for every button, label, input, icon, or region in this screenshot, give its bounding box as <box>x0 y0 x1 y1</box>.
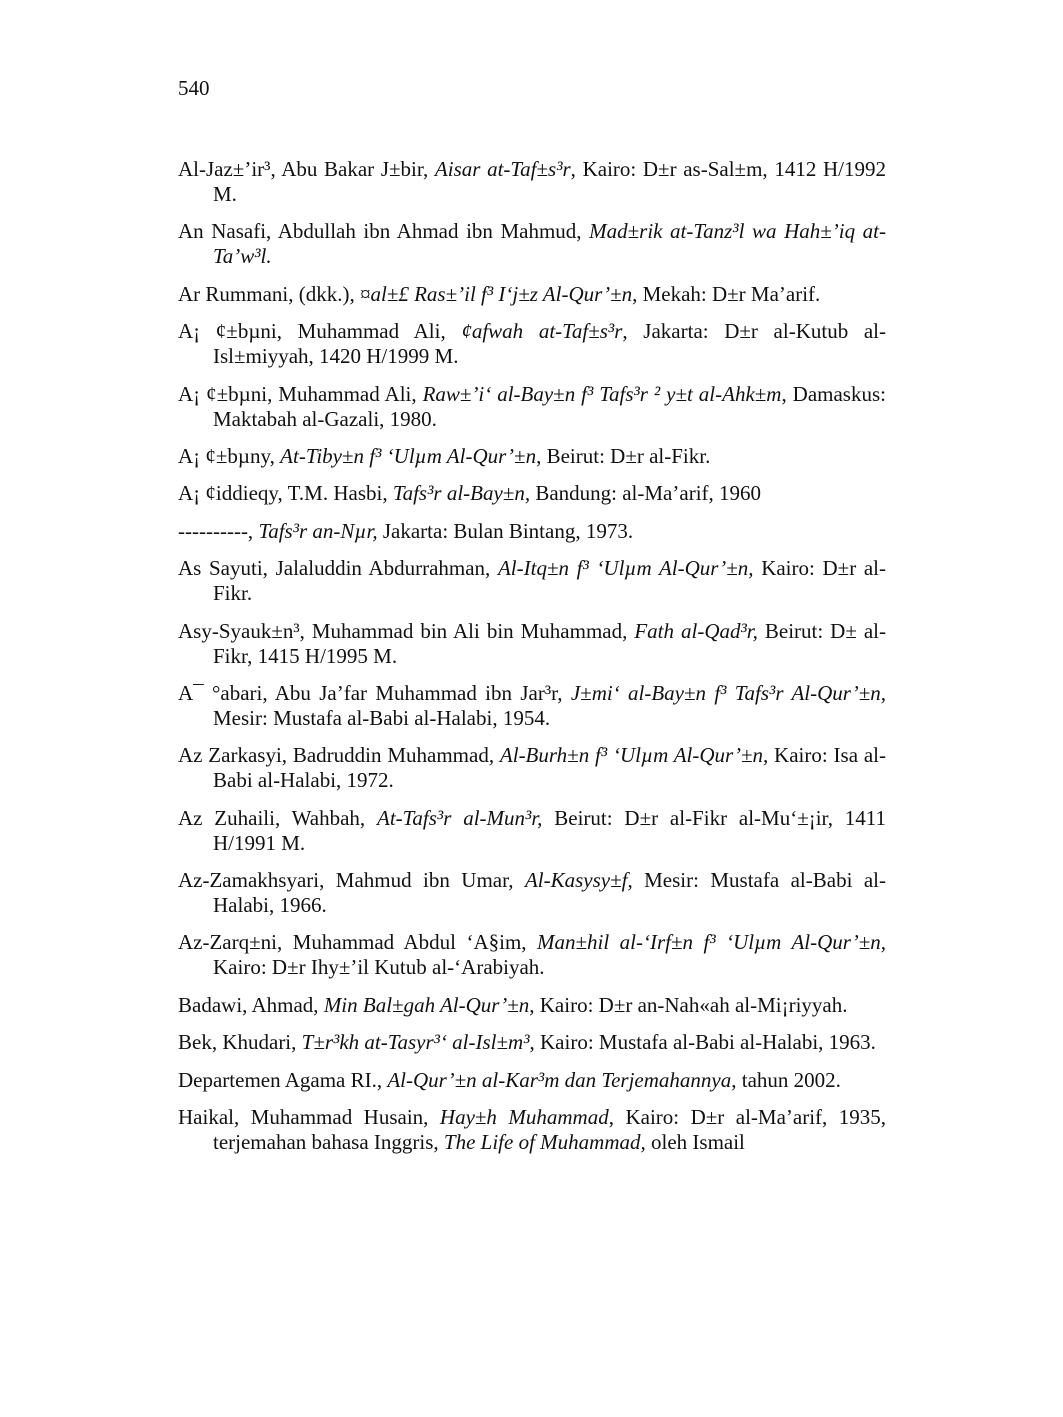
bibliography-entry: Asy-Syauk±n³, Muhammad bin Ali bin Muhammad, Fath al-Qad³r, Beirut: D± al-Fikr, 1415 H/1995 M. <box>178 618 886 668</box>
bibliography-entry: Al-Jaz±’ir³, Abu Bakar J±bir, Aisar at-Taf±s³r, Kairo: D±r as-Sal±m, 1412 H/1992 M. <box>178 157 886 206</box>
bibliography-entry: Badawi, Ahmad, Min Bal±gah Al-Qur’±n, Kairo: D±r an-Nah«ah al-Mi¡riyyah. <box>178 992 848 1017</box>
bibliography-entry: Haikal, Muhammad Husain, Hay±h Muhammad, Kairo: D±r al-Ma’arif, 1935, terjemahan bahasa Inggris, The Life of Muhammad, oleh Ismail <box>178 1105 887 1155</box>
bibliography-entry: An Nasafi, Abdullah ibn Ahmad ibn Mahmud, Mad±rik at-Tanz³l wa Hah±’iq at-Ta’w³l. <box>178 219 886 269</box>
bibliography-entry: Departemen Agama RI., Al-Qur’±n al-Kar³m dan Terjemahannya, tahun 2002. <box>178 1067 841 1092</box>
bibliography-entry: ----------, Tafs³r an-Nµr, Jakarta: Bulan Bintang, 1973. <box>178 518 634 543</box>
bibliography-entry: A¯ °abari, Abu Ja’far Muhammad ibn Jar³r, J±mi‘ al-Bay±n f³ Tafs³r Al-Qur’±n, Mesir: Mustafa al-Babi al-Halabi, 1954. <box>178 680 886 730</box>
bibliography-entry: A¡ ¢±bµni, Muhammad Ali, Raw±’i‘ al-Bay±n f³ Tafs³r ² y±t al-Ahk±m, Damaskus: Maktabah al-Gazali, 1980. <box>178 381 886 431</box>
bibliography-entry: Bek, Khudari, T±r³kh at-Tasyr³‘ al-Isl±m³, Kairo: Mustafa al-Babi al-Halabi, 1963. <box>178 1030 876 1055</box>
bibliography-entry: Az Zarkasyi, Badruddin Muhammad, Al-Burh±n f³ ‘Ulµm Al-Qur’±n, Kairo: Isa al-Babi al-Halabi, 1972. <box>178 743 886 793</box>
bibliography-entry: A¡ ¢±bµni, Muhammad Ali, ¢afwah at-Taf±s³r, Jakarta: D±r al-Kutub al-Isl±miyyah, 1420 H/1999 M. <box>178 319 886 369</box>
bibliography-entry: Az-Zarq±ni, Muhammad Abdul ‘A§im, Man±hil al-‘Irf±n f³ ‘Ulµm Al-Qur’±n, Kairo: D±r Ihy±’il Kutub al-‘Arabiyah. <box>178 930 886 980</box>
bibliography-entry: A¡ ¢iddieqy, T.M. Hasbi, Tafs³r al-Bay±n, Bandung: al-Ma’arif, 1960 <box>178 481 762 506</box>
page-number: 540 <box>178 76 210 100</box>
bibliography-list <box>178 157 886 1167</box>
bibliography-entry: Az Zuhaili, Wahbah, At-Tafs³r al-Mun³r, Beirut: D±r al-Fikr al-Mu‘±¡ir, 1411 H/1991 M. <box>178 805 886 855</box>
bibliography-entry: A¡ ¢±bµny, At-Tiby±n f³ ‘Ulµm Al-Qur’±n, Beirut: D±r al-Fikr. <box>178 443 711 468</box>
bibliography-entry: Az-Zamakhsyari, Mahmud ibn Umar, Al-Kasysy±f, Mesir: Mustafa al-Babi al-Halabi, 1966. <box>178 868 886 918</box>
bibliography-entry: Ar Rummani, (dkk.), ¤al±£ Ras±’il f³ I‘j±z Al-Qur’±n, Mekah: D±r Ma’arif. <box>178 281 821 306</box>
bibliography-entry: As Sayuti, Jalaluddin Abdurrahman, Al-Itq±n f³ ‘Ulµm Al-Qur’±n, Kairo: D±r al-Fikr. <box>178 556 887 606</box>
